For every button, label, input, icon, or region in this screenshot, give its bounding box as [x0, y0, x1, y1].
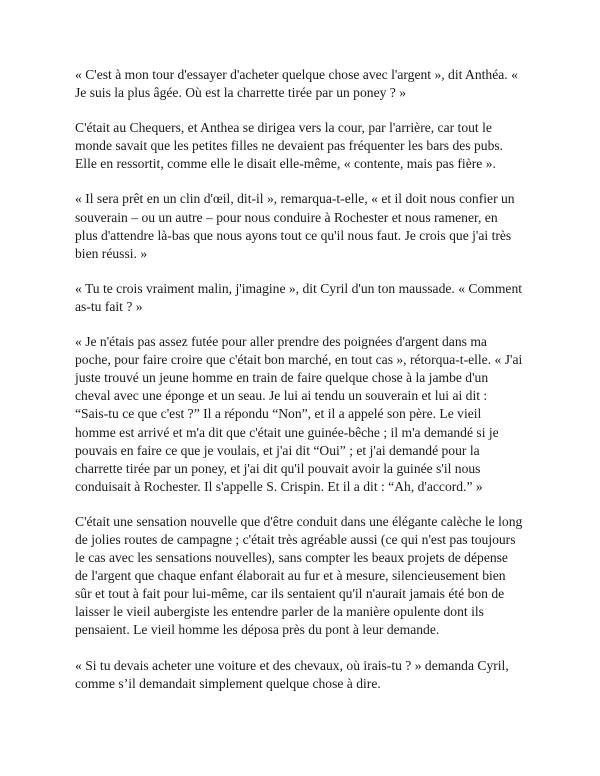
paragraph-2: C'était au Chequers, et Anthea se dirigea vers la cour, par l'arrière, car tout le monde savait que les petites filles ne devaient pas fréquenter les bars des pubs. Elle en ressortit, comme elle le disait elle-même, « contente, mais pas fière ». — [75, 120, 504, 172]
paragraph-3: « Il sera prêt en un clin d'œil, dit-il », remarqua-t-elle, « et il doit nous confier un souverain – ou un autre – pour nous conduire à Rochester et nous ramener, en plus d'attendre là-bas que nous ayons tout ce qu'il nous faut. Je crois que j'ai très bien réussi. » — [75, 191, 515, 261]
paragraph-7: « Si tu devais acheter une voiture et des chevaux, où irais-tu ? » demanda Cyril, comme s’il demandait simplement quelque chose à dire. — [75, 657, 509, 691]
body-text — [75, 66, 523, 710]
paragraph-6: C'était une sensation nouvelle que d'être conduit dans une élégante calèche le long de jolies routes de campagne ; c'était très agréable aussi (ce qui n'est pas toujours le cas avec les sensations nouvelles), sans compter les beaux projets de dépense de l'argent que chaque enfant élaborait au fur et à mesure, silencieusement bien sûr et tout à fait pour lui-même, car ils sentaient qu'il n'aurait jamais été bon de laisser le vieil aubergiste les entendre parler de la manière opulente dont ils pensaient. Le vieil homme les déposa près du pont à leur demande. — [75, 513, 523, 638]
paragraph-5: « Je n'étais pas assez futée pour aller prendre des poignées d'argent dans ma poche, pour faire croire que c'était bon marché, en tout cas », rétorqua-t-elle. « J'ai juste trouvé un jeune homme en train de faire quelque chose à la jambe d'un cheval avec une éponge et un seau. Je lui ai tendu un souverain et lui ai dit : “Sais-tu ce que c'est ?” Il a répondu “Non”, et il a appelé son père. Le vieil homme est arrivé et m'a dit que c'était une guinée-bêche ; il m'a demandé si je pouvais en faire ce que je voulais, et j'ai dit “Oui” ; et j'ai demandé pour la charrette tirée par un poney, et j'ai dit qu'il pouvait avoir la guinée s'il nous conduisait à Rochester. Il s'appelle S. Crispin. Et il a dit : “Ah, d'accord.” » — [75, 334, 523, 494]
paragraph-4: « Tu te crois vraiment malin, j'imagine », dit Cyril d'un ton maussade. « Comment as-tu fait ? » — [75, 280, 523, 314]
paragraph-1: « C'est à mon tour d'essayer d'acheter quelque chose avec l'argent », dit Anthéa. « Je suis la plus âgée. Où est la charrette tirée par un poney ? » — [75, 67, 518, 101]
